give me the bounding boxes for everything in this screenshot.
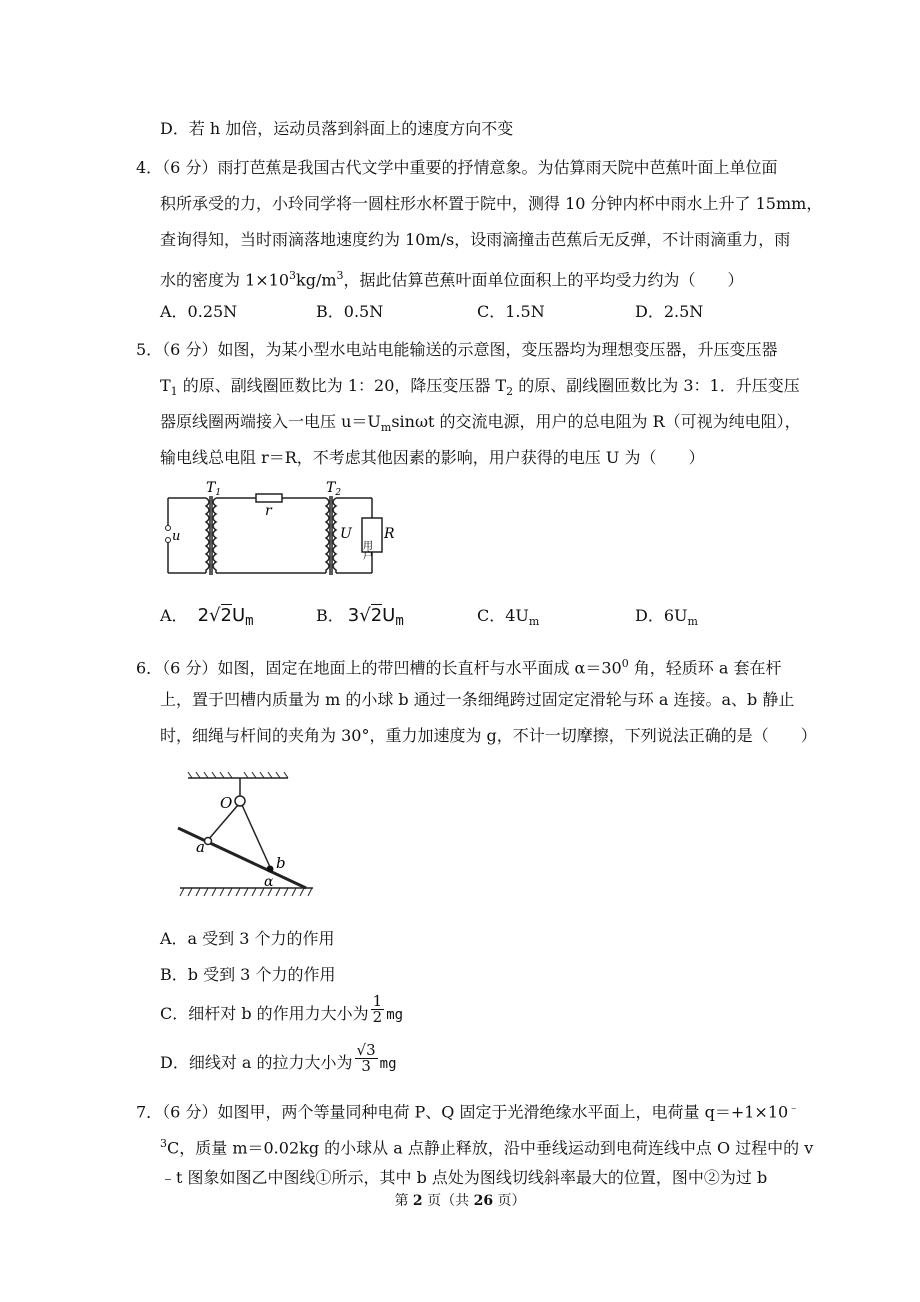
q6-option-a: A．a 受到 3 个力的作用 [160,929,335,948]
q3-option-d: D．若 h 加倍，运动员落到斜面上的速度方向不变 [160,119,514,138]
ring-a-label: a [196,838,205,856]
q4-line2: 积所承受的力，小玲同学将一圆柱形水杯置于院中，测得 10 分钟内杯中雨水上升了 15mm， [160,194,823,213]
ball-b-label: b [276,854,286,872]
q4-line4: 水的密度为 $1\times 10^3kg/m^3$，据此估算芭蕉叶面单位面积上的平均受力约为（ ） [160,269,744,290]
q7-line2: $^3$C，质量 m＝0.02kg 的小球从 a 点静止释放，沿中垂线运动到电荷连线中点 O 过程中的 v [160,1137,814,1158]
r-label: r [265,503,272,519]
q5-option-b: B． $3√2U_m$ [316,605,404,630]
q6-line2: 上，置于凹槽内质量为 m 的小球 b 通过一条细绳跨过固定定滑轮与环 a 连接。a、b 静止 [160,690,795,709]
page-footer: 第 2 页（共 26 页） [394,1193,526,1209]
u-label: u [172,529,181,544]
q6-option-d: D．细线对 a 的拉力大小为 $\frac{√3}{3}$ mg [160,1041,397,1075]
voltage-u-label: U [340,526,352,542]
q5-line3: 器原线圈两端接入一电压 $u=U_m\sin\omega t$ 的交流电源，用户的总电阻为 R（可视为纯电阻）， [160,412,801,435]
rod-pulley-figure [158,770,323,905]
q5-line4: 输电线总电阻 r＝R，不考虑其他因素的影响，用户获得的电压 U 为（ ） [160,448,705,467]
transformer-circuit-figure [158,480,398,580]
q6-line1: 6．（6 分）如图，固定在地面上的带凹槽的长直杆与水平面成 $\alpha=30^0$ 角，轻质环 a 套在杆 [136,657,782,678]
alpha-label: α [264,874,274,890]
q5-line1: 5．（6 分）如图，为某小型水电站电能输送的示意图，变压器均为理想变压器，升压变压器 [136,340,778,359]
q6-line3: 时，细绳与杆间的夹角为 30°，重力加速度为 g，不计一切摩擦，下列说法正确的是（ ） [160,726,817,745]
q4-line3: 查询得知，当时雨滴落地速度约为 10m/s，设雨滴撞击芭蕉后无反弹，不计雨滴重力，雨 [160,230,791,249]
resistor-r-label: R [384,526,395,542]
user-label: 用户 [360,540,372,560]
q5-option-a: A． $2√2U_m$ [160,605,254,630]
q6-option-c: C．细杆对 b 的作用力大小为 $\frac{1}{2}$ mg [160,992,404,1026]
q6-option-b: B．b 受到 3 个力的作用 [160,965,336,984]
q5-option-d: D．$6U_m$ [635,606,698,629]
pulley-o-label: O [220,794,233,812]
t2-label: $T_2$ [326,480,342,498]
q5-option-c: C．$4U_m$ [477,606,540,629]
t1-label: $T_1$ [206,480,222,498]
q4-option-d: D．2.5N [635,302,704,321]
q4-option-c: C．1.5N [477,302,545,321]
q4-option-a: A．0.25N [160,302,238,321]
q7-line1: 7．（6 分）如图甲，两个等量同种电荷 P、Q 固定于光滑绝缘水平面上，电荷量 q＝+1×10﹣ [136,1101,800,1122]
q7-line3: ﹣t 图象如图乙中图线①所示，其中 b 点处为图线切线斜率最大的位置，图中②为过 b [160,1168,768,1187]
q4-option-b: B．0.5N [316,302,384,321]
q4-line1: 4．（6 分）雨打芭蕉是我国古代文学中重要的抒情意象。为估算雨天院中芭蕉叶面上单位面 [136,158,778,177]
q5-line2: $T_1$ 的原、副线圈匝数比为 1：20，降压变压器 $T_2$ 的原、副线圈匝数比为 3：1．升压变压 [160,376,800,399]
